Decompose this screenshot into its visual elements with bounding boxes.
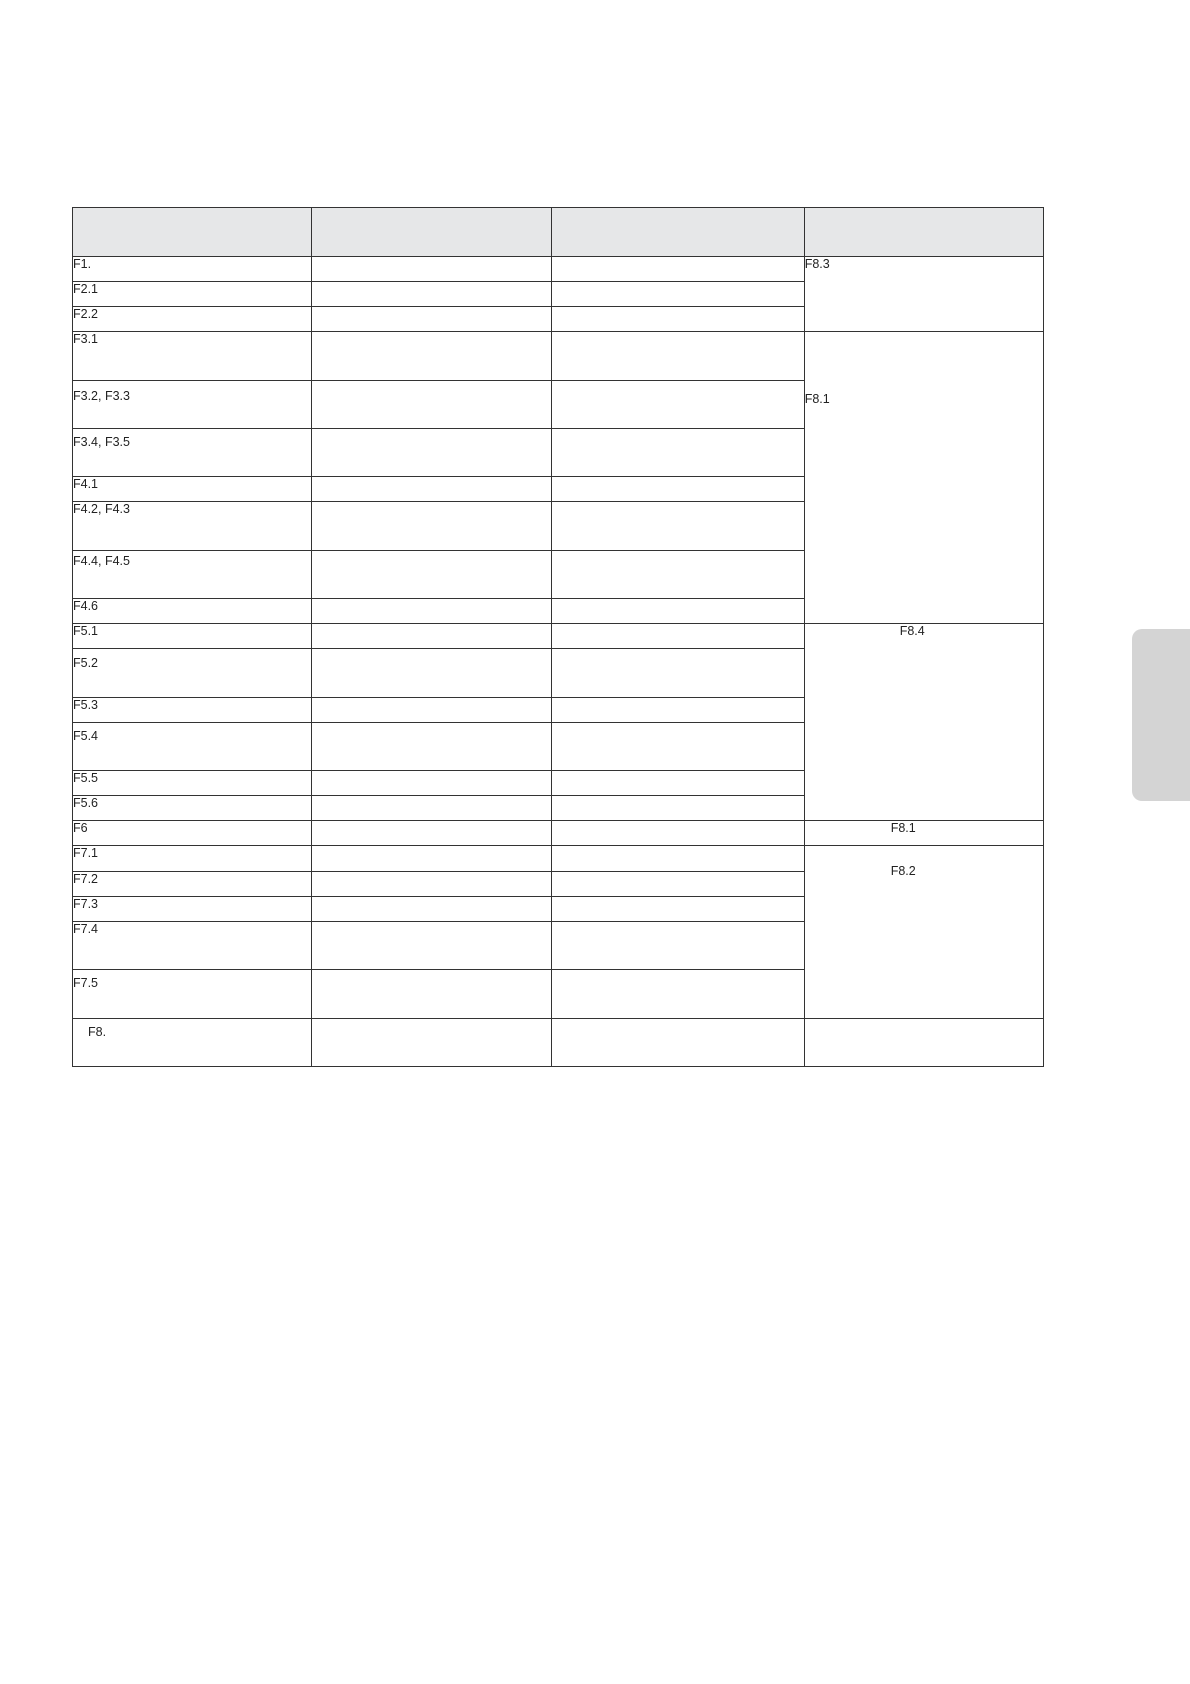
group-reference: F8.2 <box>804 846 1043 1018</box>
table-cell <box>552 1018 804 1067</box>
header-cell-1 <box>73 208 312 257</box>
table-cell <box>552 649 804 697</box>
table-cell <box>312 1018 552 1067</box>
side-tab-marker <box>1132 629 1190 801</box>
table-cell <box>552 429 804 477</box>
header-cell-2 <box>312 208 552 257</box>
table-cell <box>312 846 552 871</box>
row-label: F7.2 <box>73 871 312 896</box>
group-reference: F8.3 <box>804 257 1043 332</box>
row-label: F8. <box>73 1018 312 1067</box>
table-row <box>73 624 1044 649</box>
row-label: F5.6 <box>73 796 312 821</box>
table-cell <box>312 550 552 598</box>
table-cell <box>552 771 804 796</box>
table-cell <box>312 599 552 624</box>
header-cell-4 <box>804 208 1043 257</box>
table-row <box>73 1018 1044 1067</box>
group-reference: F8.1 <box>804 332 1043 624</box>
table-cell <box>552 722 804 770</box>
row-label: F2.2 <box>73 307 312 332</box>
table-row <box>73 846 1044 871</box>
table-cell <box>552 970 804 1018</box>
table-cell <box>552 332 804 380</box>
table-cell <box>312 871 552 896</box>
table-cell <box>312 970 552 1018</box>
group-reference: F8.4 <box>804 624 1043 821</box>
row-label: F7.1 <box>73 846 312 871</box>
table-cell <box>312 624 552 649</box>
table-cell <box>312 722 552 770</box>
table-cell <box>312 257 552 282</box>
table-row <box>73 332 1044 380</box>
table-cell <box>552 921 804 969</box>
row-label: F7.4 <box>73 921 312 969</box>
row-label: F4.6 <box>73 599 312 624</box>
table-cell <box>552 282 804 307</box>
table-cell <box>312 771 552 796</box>
table-cell <box>552 380 804 428</box>
table-cell <box>552 624 804 649</box>
table-cell <box>312 896 552 921</box>
table-cell <box>312 697 552 722</box>
table-cell <box>552 477 804 502</box>
table-cell <box>312 649 552 697</box>
group-reference <box>804 1018 1043 1067</box>
row-label: F7.3 <box>73 896 312 921</box>
row-label: F3.1 <box>73 332 312 380</box>
row-label: F4.2, F4.3 <box>73 502 312 550</box>
row-label: F5.5 <box>73 771 312 796</box>
table-cell <box>552 550 804 598</box>
table-cell <box>552 502 804 550</box>
table-cell <box>312 380 552 428</box>
row-label: F5.4 <box>73 722 312 770</box>
row-label: F5.1 <box>73 624 312 649</box>
table-cell <box>552 821 804 846</box>
row-label: F3.4, F3.5 <box>73 429 312 477</box>
table-cell <box>312 796 552 821</box>
row-label: F7.5 <box>73 970 312 1018</box>
table-cell <box>312 502 552 550</box>
row-label: F2.1 <box>73 282 312 307</box>
table-cell <box>552 846 804 871</box>
table-cell <box>552 896 804 921</box>
table-cell <box>312 332 552 380</box>
table-cell <box>552 796 804 821</box>
table-cell <box>552 871 804 896</box>
table-cell <box>552 307 804 332</box>
table-row <box>73 821 1044 846</box>
table-cell <box>552 599 804 624</box>
row-label: F5.2 <box>73 649 312 697</box>
table-cell <box>552 257 804 282</box>
row-label: F4.4, F4.5 <box>73 550 312 598</box>
row-label: F4.1 <box>73 477 312 502</box>
table-cell <box>312 307 552 332</box>
reference-table <box>72 207 1044 1067</box>
table-cell <box>312 429 552 477</box>
row-label: F5.3 <box>73 697 312 722</box>
table-cell <box>312 821 552 846</box>
row-label: F1. <box>73 257 312 282</box>
table-cell <box>312 282 552 307</box>
row-label: F3.2, F3.3 <box>73 380 312 428</box>
table-row <box>73 257 1044 282</box>
row-label: F6 <box>73 821 312 846</box>
table-cell <box>552 697 804 722</box>
table-cell <box>312 477 552 502</box>
table-cell <box>312 921 552 969</box>
group-reference: F8.1 <box>804 821 1043 846</box>
table-header-row <box>73 208 1044 257</box>
header-cell-3 <box>552 208 804 257</box>
